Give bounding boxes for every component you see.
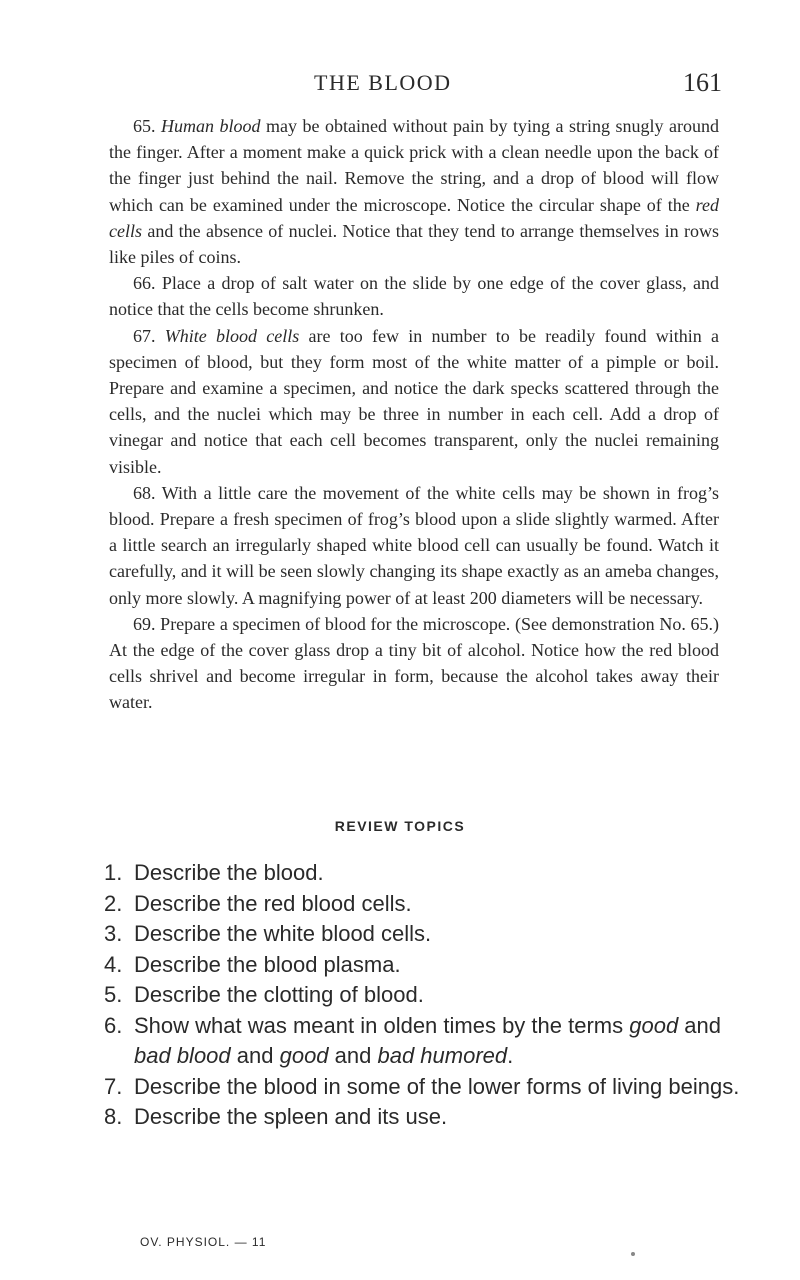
paragraph-number: 69. bbox=[133, 613, 156, 634]
item-number: 7. bbox=[104, 1073, 123, 1099]
body-text bbox=[109, 113, 719, 716]
paragraph-number: 68. bbox=[133, 482, 156, 503]
paragraph-text: Place a drop of salt water on the slide by one edge of the cover glass, and notice that the cells become shrunken. bbox=[109, 273, 719, 320]
paragraph-text: may be obtained without pain by tying a string snugly around the finger. After a moment make a quick prick with a clean needle upon the back of the finger just behind the nail. Remove the string, and a drop of blood will flow which can be examined under the microscope. Notice the circular shape of the bbox=[109, 116, 720, 215]
signature-mark: OV. PHYSIOL. — 11 bbox=[140, 1235, 267, 1249]
item-text: Describe the red blood cells. bbox=[134, 890, 412, 916]
italic-term: bad blood bbox=[134, 1043, 231, 1068]
item-text bbox=[134, 1011, 744, 1072]
item-number: 3. bbox=[104, 921, 123, 946]
list-item bbox=[104, 1011, 744, 1072]
item-number: 4. bbox=[104, 951, 123, 977]
list-item bbox=[104, 889, 744, 920]
italic-term: good bbox=[629, 1012, 679, 1038]
review-topics-list bbox=[104, 858, 744, 1133]
list-item bbox=[104, 950, 744, 981]
paragraph-66 bbox=[109, 270, 719, 322]
italic-term: bad humored bbox=[377, 1043, 508, 1068]
item-text-part: and bbox=[678, 1012, 722, 1038]
paragraph-number: 67. bbox=[133, 325, 156, 346]
item-text: Describe the clotting of blood. bbox=[134, 982, 424, 1007]
list-item bbox=[104, 1102, 744, 1133]
paragraph-67 bbox=[109, 323, 719, 480]
list-item bbox=[104, 858, 744, 889]
item-text-part: . bbox=[507, 1043, 514, 1068]
review-topics-heading: REVIEW TOPICS bbox=[334, 818, 466, 834]
list-item bbox=[104, 980, 744, 1011]
item-text: Describe the white blood cells. bbox=[134, 921, 432, 946]
paragraph-69 bbox=[109, 611, 719, 716]
item-text: Describe the spleen and its use. bbox=[134, 1104, 448, 1129]
paragraph-text: With a little care the movement of the white cells may be shown in frog’s blood. Prepare a fresh specimen of frog’s blood upon a slide slightly warmed. After a little search an irregularly shaped white blood cell can usually be found. Watch it carefully, and it will be seen slowly changing its shape exactly as an ameba changes, only more slowly. A magnifying power of at least 200 diameters will be necessary. bbox=[109, 482, 719, 608]
item-text: Describe the blood plasma. bbox=[134, 951, 401, 977]
item-number: 1. bbox=[104, 860, 123, 885]
page-header bbox=[0, 70, 800, 100]
paragraph-number: 66. bbox=[133, 273, 156, 294]
paragraph-text: and the absence of nuclei. Notice that they tend to arrange themselves in rows like piles of coins. bbox=[109, 220, 719, 268]
item-number: 8. bbox=[104, 1104, 123, 1129]
item-text: Describe the blood in some of the lower forms of living beings. bbox=[134, 1073, 740, 1099]
paragraph-65 bbox=[109, 113, 719, 270]
italic-term: good bbox=[279, 1043, 329, 1068]
item-text-part: Show what was meant in olden times by the terms bbox=[134, 1012, 630, 1038]
list-item bbox=[104, 1072, 744, 1103]
list-item bbox=[104, 919, 744, 950]
page-number: 161 bbox=[683, 68, 722, 97]
italic-term: red cells bbox=[109, 194, 719, 241]
item-text-part: and bbox=[230, 1043, 280, 1068]
paragraph-68 bbox=[109, 480, 719, 611]
italic-term: Human blood bbox=[161, 116, 261, 136]
item-text: Describe the blood. bbox=[134, 860, 324, 885]
print-speck bbox=[631, 1252, 635, 1256]
paragraph-text: are too few in number to be readily found within a specimen of blood, but they form most of the white matter of a pimple or boil. Prepare and examine a specimen, and notice the dark specks scattered through the cells, and the nuclei which may be three in number in each cell. Add a drop of vinegar and notice that each cell becomes transparent, only the nuclei remaining visible. bbox=[109, 325, 719, 477]
paragraph-text: Prepare a specimen of blood for the microscope. (See demonstration No. 65.) At the edge of the cover glass drop a tiny bit of alcohol. Notice how the red blood cells shrivel and become irregular in form, because the alcohol takes away their water. bbox=[109, 613, 719, 713]
italic-term: White blood cells bbox=[164, 325, 300, 346]
item-number: 6. bbox=[104, 1012, 123, 1038]
item-number: 2. bbox=[104, 890, 123, 916]
item-number: 5. bbox=[104, 982, 123, 1007]
running-head: THE BLOOD bbox=[314, 70, 452, 95]
paragraph-number: 65. bbox=[133, 116, 156, 136]
item-text-part: and bbox=[328, 1043, 378, 1068]
